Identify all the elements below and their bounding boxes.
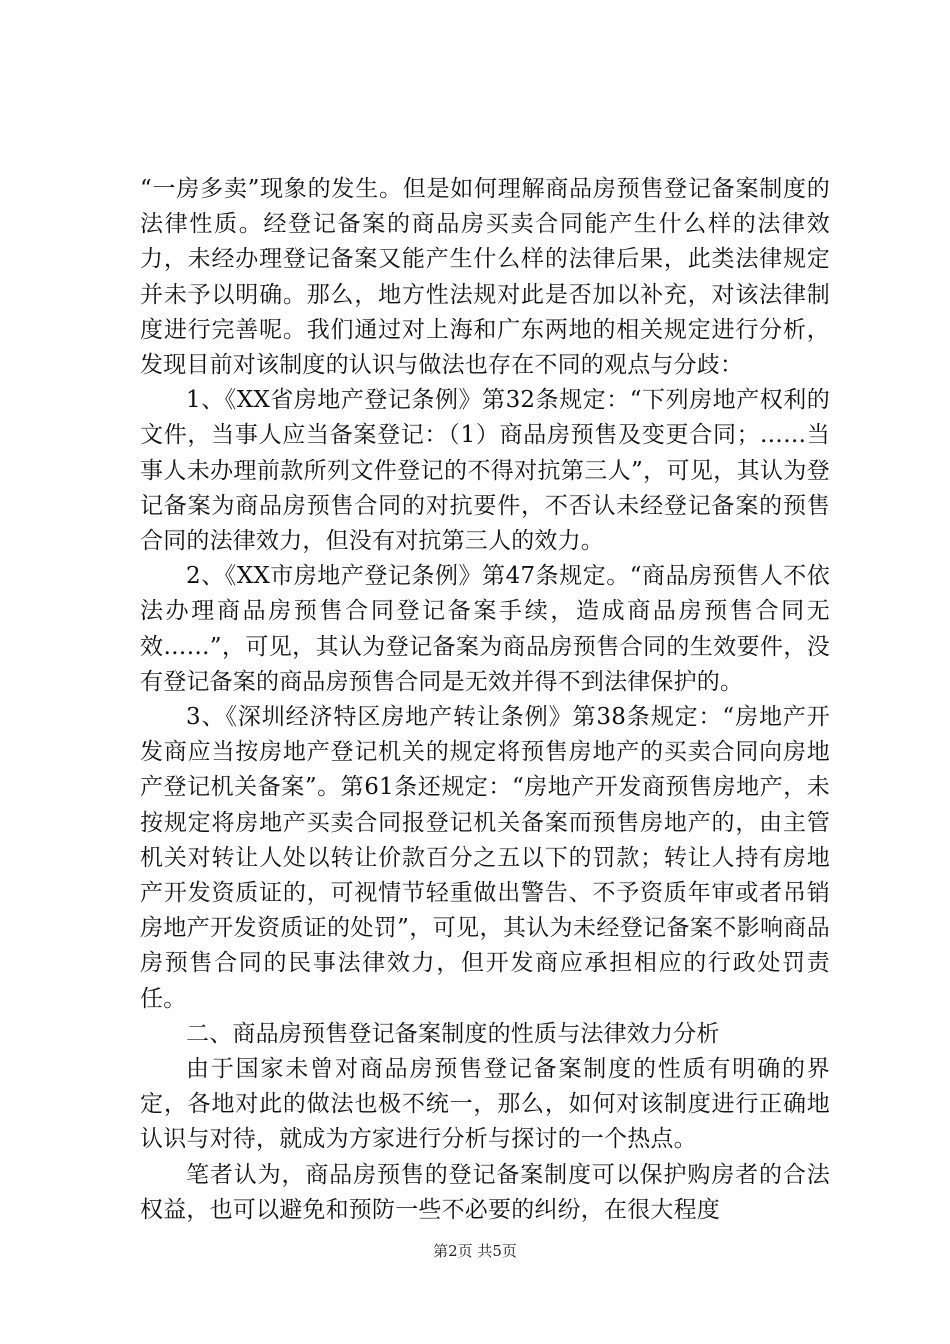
page-number-footer: 第2页 共5页 — [433, 1242, 517, 1260]
paragraph-6: 笔者认为，商品房预售的登记备案制度可以保护购房者的合法权益，也可以避免和预防一些不必要的纠纷，在很大程度 — [140, 1161, 830, 1223]
section-heading: 二、商品房预售登记备案制度的性质与法律效力分析 — [186, 1020, 720, 1047]
document-body — [140, 172, 830, 1228]
paragraph-3: 2、《XX市房地产登记条例》第47条规定。“商品房预售人不依法办理商品房预售合同登记备案手续，造成商品房预售合同无效……”，可见，其认为登记备案为商品房预售合同的生效要件，没有登记备案的商品房预售合同是无效并得不到法律保护的。 — [140, 563, 830, 695]
paragraph-1: “一房多卖”现象的发生。但是如何理解商品房预售登记备案制度的法律性质。经登记备案的商品房买卖合同能产生什么样的法律效力，未经办理登记备案又能产生什么样的法律后果，此类法律规定并未予以明确。那么，地方性法规对此是否加以补充，对该法律制度进行完善呢。我们通过对上海和广东两地的相关规定进行分析，发现目前对该制度的认识与做法也存在不同的观点与分歧： — [140, 176, 830, 379]
paragraph-4: 3、《深圳经济特区房地产转让条例》第38条规定：“房地产开发商应当按房地产登记机关的规定将预售房地产的买卖合同向房地产登记机关备案”。第61条还规定：“房地产开发商预售房地产，未按规定将房地产买卖合同报登记机关备案而预售房地产的，由主管机关对转让人处以转让价款百分之五以下的罚款；转让人持有房地产开发资质证的，可视情节轻重做出警告、不予资质年审或者吊销房地产开发资质证的处罚”，可见，其认为未经登记备案不影响商品房预售合同的民事法律效力，但开发商应承担相应的行政处罚责任。 — [140, 704, 830, 1012]
paragraph-5: 由于国家未曾对商品房预售登记备案制度的性质有明确的界定，各地对此的做法也极不统一，那么，如何对该制度进行正确地认识与对待，就成为方家进行分析与探讨的一个热点。 — [140, 1056, 830, 1153]
paragraph-2: 1、《XX省房地产登记条例》第32条规定：“下列房地产权利的文件，当事人应当备案登记：（1）商品房预售及变更合同；……当事人未办理前款所列文件登记的不得对抗第三人”，可见，其认为登记备案为商品房预售合同的对抗要件，不否认未经登记备案的预售合同的法律效力，但没有对抗第三人的效力。 — [140, 387, 830, 555]
